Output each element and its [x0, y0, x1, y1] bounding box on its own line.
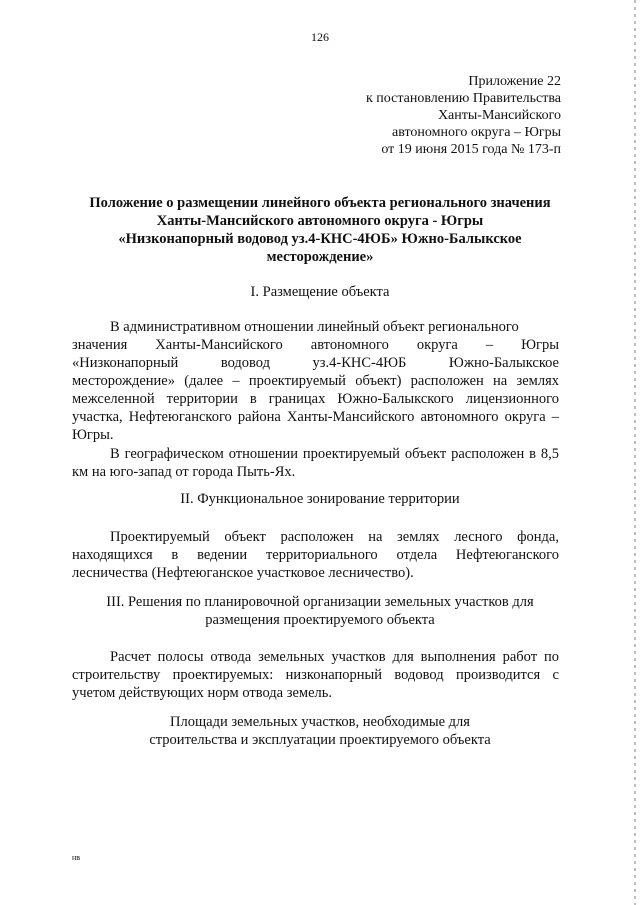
section-2-paragraph: Проектируемый объект расположен на землях лесного фонда, находящихся в ведении территориального отдела Нефтеюганского лесничества (Нефтеюганское участковое лесничество).	[72, 529, 559, 581]
scan-edge	[634, 0, 636, 905]
subheading-line: Площади земельных участков, необходимые для	[170, 714, 470, 730]
title-line: месторождение»	[266, 249, 374, 265]
heading-line: размещения проектируемого объекта	[205, 612, 435, 628]
paragraph-line: значения Ханты-Мансийского автономного округа – Югры	[72, 337, 559, 353]
page-number: 126	[311, 30, 329, 44]
section-3-heading	[70, 593, 570, 629]
areas-subheading	[70, 713, 570, 749]
appendix-line: к постановлению Правительства	[365, 91, 561, 106]
title-line: «Низконапорный водовод уз.4-КНС-4ЮБ» Южно-Балыкское	[118, 231, 522, 247]
document-title	[70, 194, 570, 266]
title-line: Ханты-Мансийского автономного округа - Югры	[156, 213, 484, 229]
section-1-heading: I. Размещение объекта	[250, 284, 390, 300]
footer-mark: нв	[72, 853, 81, 862]
paragraph-text: месторождение» (далее – проектируемый объект) расположен на землях межселенной территории в границах Южно-Балыкского лицензионного участка, Нефтеюганского района Ханты-Мансийского автономного округа – Югры.	[72, 373, 559, 443]
appendix-line: Приложение 22	[468, 74, 561, 89]
appendix-line: Ханты-Мансийского	[437, 108, 561, 123]
appendix-block	[366, 73, 561, 158]
heading-line: III. Решения по планировочной организации земельных участков для	[106, 594, 534, 610]
subheading-line: строительства и эксплуатации проектируемого объекта	[149, 732, 491, 748]
appendix-line: автономного округа – Югры	[392, 125, 561, 140]
appendix-line: от 19 июня 2015 года № 173-п	[381, 142, 561, 157]
section-2-heading: II. Функциональное зонирование территории	[180, 491, 460, 507]
section-3-paragraph: Расчет полосы отвода земельных участков для выполнения работ по строительству проектируемых: низконапорный водовод производится с учетом действующих норм отвода земель.	[72, 649, 559, 701]
title-line: Положение о размещении линейного объекта регионального значения	[89, 195, 551, 211]
section-1-paragraph-1	[72, 318, 559, 444]
section-1-paragraph-2: В географическом отношении проектируемый объект расположен в 8,5 км на юго-запад от города Пыть-Ях.	[72, 446, 559, 480]
paragraph-line: В административном отношении линейный объект регионального	[110, 319, 519, 335]
paragraph-line: «Низконапорный водовод уз.4-КНС-4ЮБ Южно-Балыкское	[72, 355, 559, 371]
